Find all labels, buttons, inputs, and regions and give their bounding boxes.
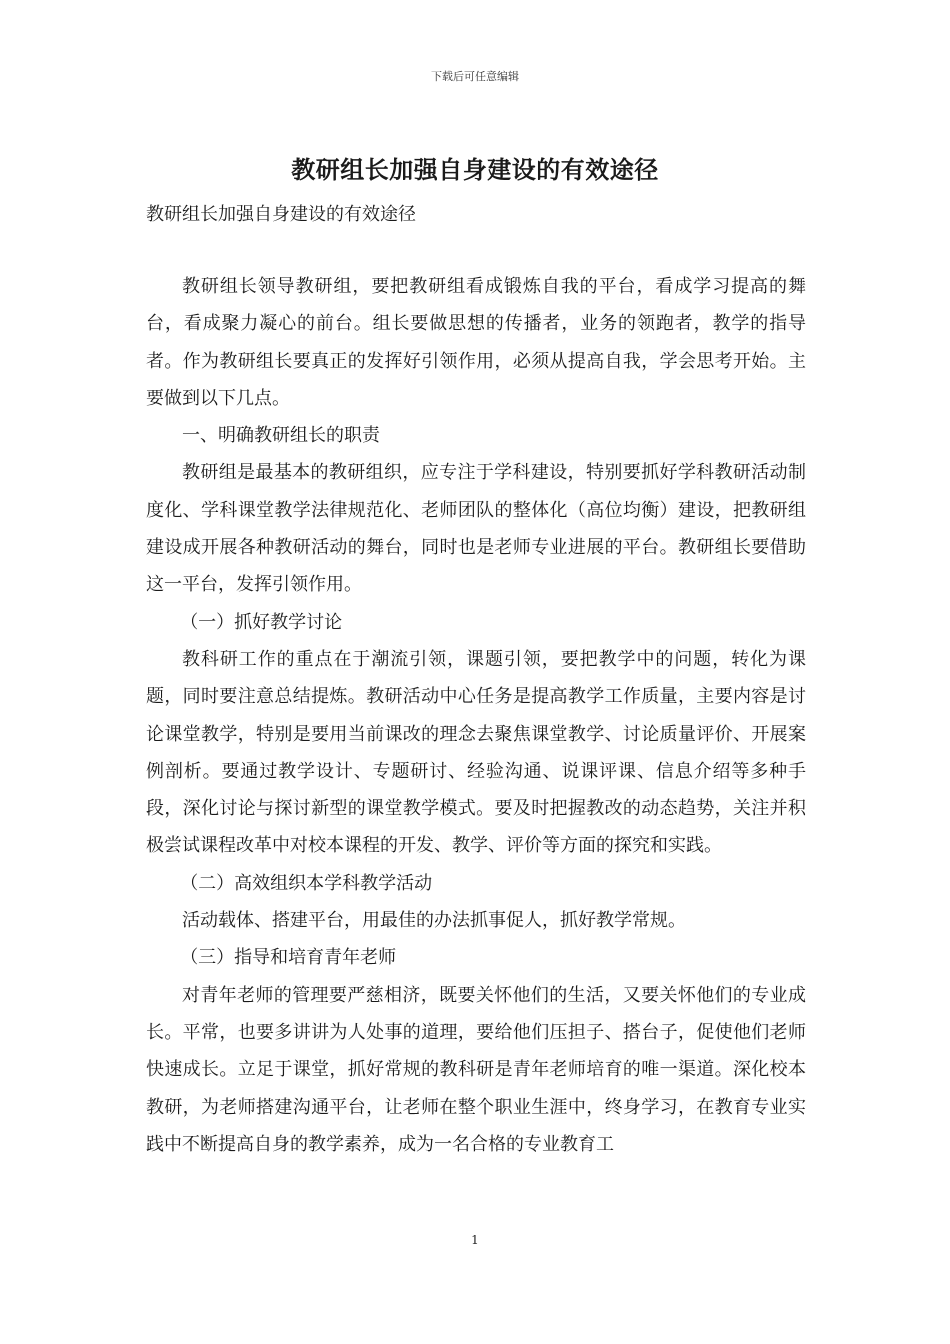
subsection-heading: （二）高效组织本学科教学活动 [180, 872, 433, 894]
paragraph: 活动载体、搭建平台，用最佳的办法抓事促人，抓好教学常规。 [182, 910, 686, 932]
paragraph-intro: 教研组长领导教研组，要把教研组看成锻炼自我的平台，看成学习提高的舞台，看成聚力凝心的前台。组长要做思想的传播者，业务的领跑者，教学的指导者。作为教研组长要真正的发挥好引领作用，必须从提高自我，学会思考开始。主要做到以下几点。 [146, 276, 806, 409]
document-body [146, 268, 806, 1163]
document-title: 教研组长加强自身建设的有效途径 [291, 155, 659, 184]
paragraph: 教科研工作的重点在于潮流引领，课题引领，要把教学中的问题，转化为课题，同时要注意总结提炼。教研活动中心任务是提高教学工作质量，主要内容是讨论课堂教学，特别是要用当前课改的理念去聚焦课堂教学、讨论质量评价、开展案例剖析。要通过教学设计、专题研讨、经验沟通、说课评课、信息介绍等多种手段，深化讨论与探讨新型的课堂教学模式。要及时把握教改的动态趋势，关注并积极尝试课程改革中对校本课程的开发、教学、评价等方面的探究和实践。 [146, 648, 806, 857]
paragraph: 对青年老师的管理要严慈相济，既要关怀他们的生活，又要关怀他们的专业成长。平常，也要多讲讲为人处事的道理，要给他们压担子、搭台子，促使他们老师快速成长。立足于课堂，抓好常规的教科研是青年老师培育的唯一渠道。深化校本教研，为老师搭建沟通平台，让老师在整个职业生涯中，终身学习，在教育专业实践中不断提高自身的教学素养，成为一名合格的专业教育工 [146, 984, 806, 1155]
subsection-heading: （三）指导和培育青年老师 [180, 947, 397, 969]
paragraph: 教研组是最基本的教研组织，应专注于学科建设，特别要抓好学科教研活动制度化、学科课堂教学法律规范化、老师团队的整体化（高位均衡）建设，把教研组建设成开展各种教研活动的舞台，同时也是老师专业进展的平台。教研组长要借助这一平台，发挥引领作用。 [146, 462, 806, 596]
page-number: 1 [471, 1233, 479, 1247]
subsection-heading: （一）抓好教学讨论 [180, 611, 343, 633]
section-heading: 一、明确教研组长的职责 [182, 425, 380, 447]
document-subtitle: 教研组长加强自身建设的有效途径 [146, 204, 416, 225]
header-note: 下载后可任意编辑 [431, 70, 519, 83]
